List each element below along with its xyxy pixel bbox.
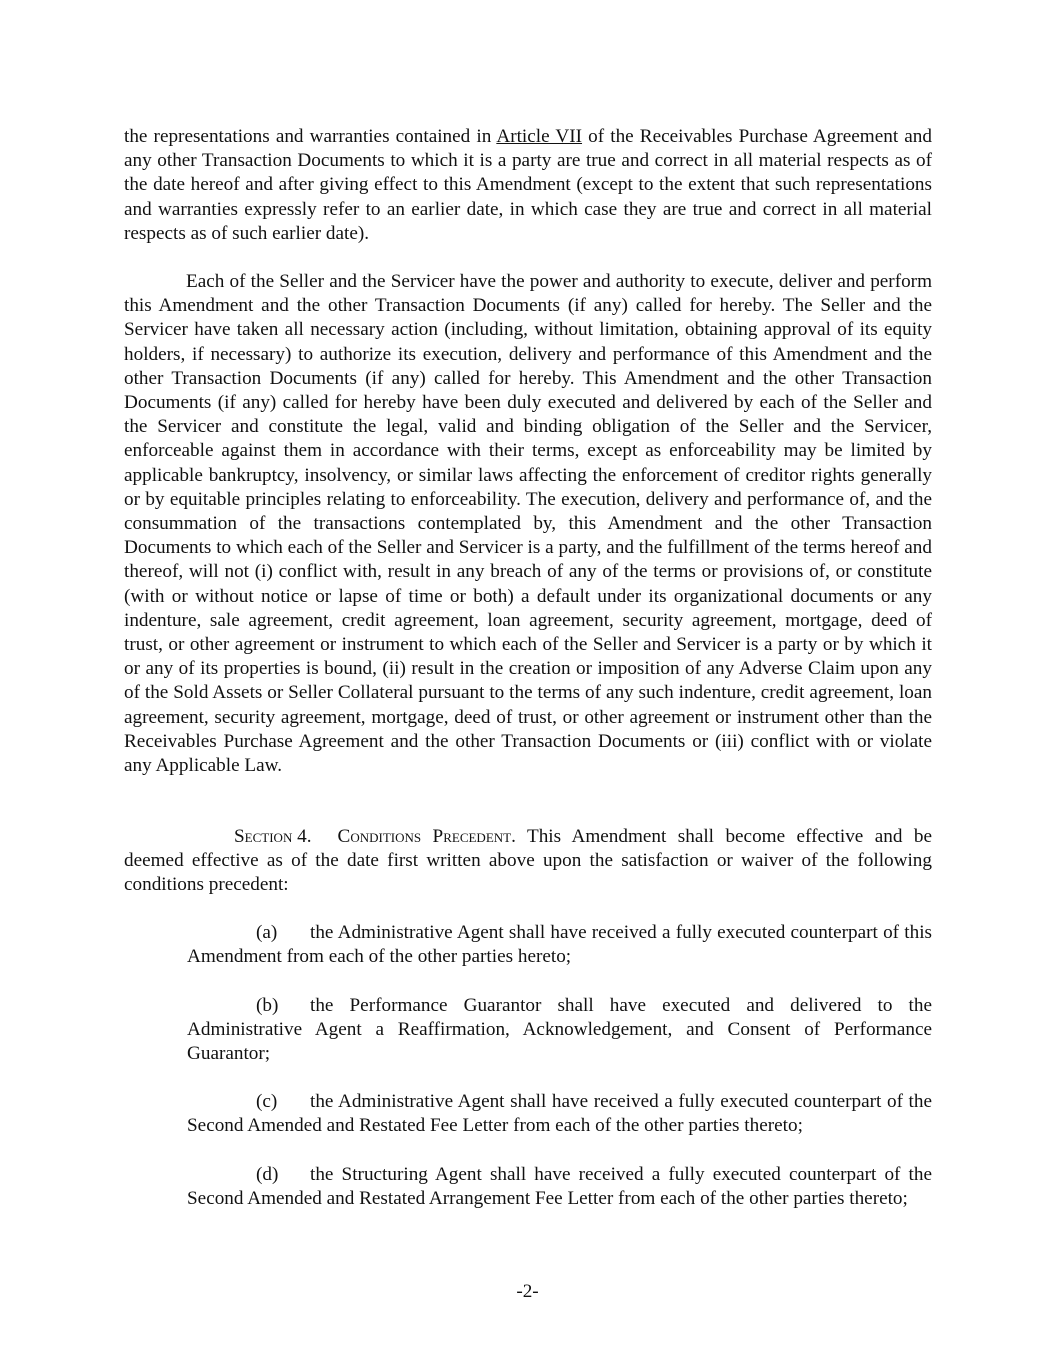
condition-c-text: the Administrative Agent shall have received a fully executed counterpart of the Second Amended and Restated Fee Letter from each of the other parties thereto; <box>187 1091 932 1137</box>
condition-b-marker: (b) <box>256 995 279 1016</box>
condition-b <box>187 994 932 1067</box>
section-4-number: Section 4. <box>234 826 312 847</box>
section-4-conditions-precedent <box>124 825 932 898</box>
condition-a-text: the Administrative Agent shall have received a fully executed counterpart of this Amendment from each of the other parties hereto; <box>187 922 932 968</box>
condition-c <box>187 1090 932 1138</box>
page-number: -2- <box>516 1281 539 1302</box>
paragraph-1-text-end: of the Receivables Purchase Agreement and any other Transaction Documents to which it is a party are true and correct in all material respects as of the date hereof and after giving effect to this Amendment (except to the extent that such representations and warranties expressly refer to an earlier date, in which case they are true and correct in all material respects as of such earlier date). <box>124 126 932 244</box>
condition-b-text: the Performance Guarantor shall have executed and delivered to the Administrative Agent a Reaffirmation, Acknowledgement, and Consent of Performance Guarantor; <box>187 995 932 1065</box>
condition-d <box>187 1163 932 1211</box>
condition-a-marker: (a) <box>256 922 278 943</box>
paragraph-representations <box>124 125 932 246</box>
section-4-heading-period: . <box>511 826 516 847</box>
paragraph-1-text-start: the representations and warranties contained in <box>124 126 497 147</box>
paragraph-power-and-authority: Each of the Seller and the Servicer have the power and authority to execute, deliver and perform this Amendment and the other Transaction Documents (if any) called for hereby. The Seller and the Servicer have taken all necessary action (including, without limitation, obtaining approval of its equity holders, if necessary) to authorize its execution, delivery and performance of this Amendment and the other Transaction Documents (if any) called for hereby. This Amendment and the other Transaction Documents (if any) called for hereby have been duly executed and delivered by each of the Seller and the Servicer and constitute the legal, valid and binding obligation of the Seller and the Servicer, enforceable against them in accordance with their terms, except as enforceability may be limited by applicable bankruptcy, insolvency, or similar laws affecting the enforcement of creditor rights generally or by equitable principles relating to enforceability. The execution, delivery and performance of, and the consummation of the transactions contemplated by, this Amendment and the other Transaction Documents to which each of the Seller and Servicer is a party, and the fulfillment of the terms hereof and thereof, will not (i) conflict with, result in any breach of any of the terms or provisions of, or constitute (with or without notice or lapse of time or both) a default under its organizational documents or any indenture, sale agreement, credit agreement, loan agreement, security agreement, mortgage, deed of trust, or other agreement or instrument to which each of the Seller and Servicer is a party or by which it or any of its properties is bound, (ii) result in the creation or imposition of any Adverse Claim upon any of the Sold Assets or Seller Collateral pursuant to the terms of any such indenture, credit agreement, loan agreement, security agreement, mortgage, deed of trust, or other agreement or instrument other than the Receivables Purchase Agreement and the other Transaction Documents or (iii) conflict with or violate any Applicable Law. <box>124 271 932 777</box>
condition-a <box>187 921 932 969</box>
condition-c-marker: (c) <box>256 1091 278 1112</box>
condition-d-marker: (d) <box>256 1164 279 1185</box>
section-4-heading: Conditions Precedent <box>337 826 512 847</box>
article-vii-reference: Article VII <box>496 126 583 147</box>
condition-d-text: the Structuring Agent shall have received a fully executed counterpart of the Second Amended and Restated Arrangement Fee Letter from each of the other parties thereto; <box>187 1164 932 1210</box>
section-4-text: This Amendment shall become effective and be deemed effective as of the date first written above upon the satisfaction or waiver of the following conditions precedent: <box>124 826 932 896</box>
